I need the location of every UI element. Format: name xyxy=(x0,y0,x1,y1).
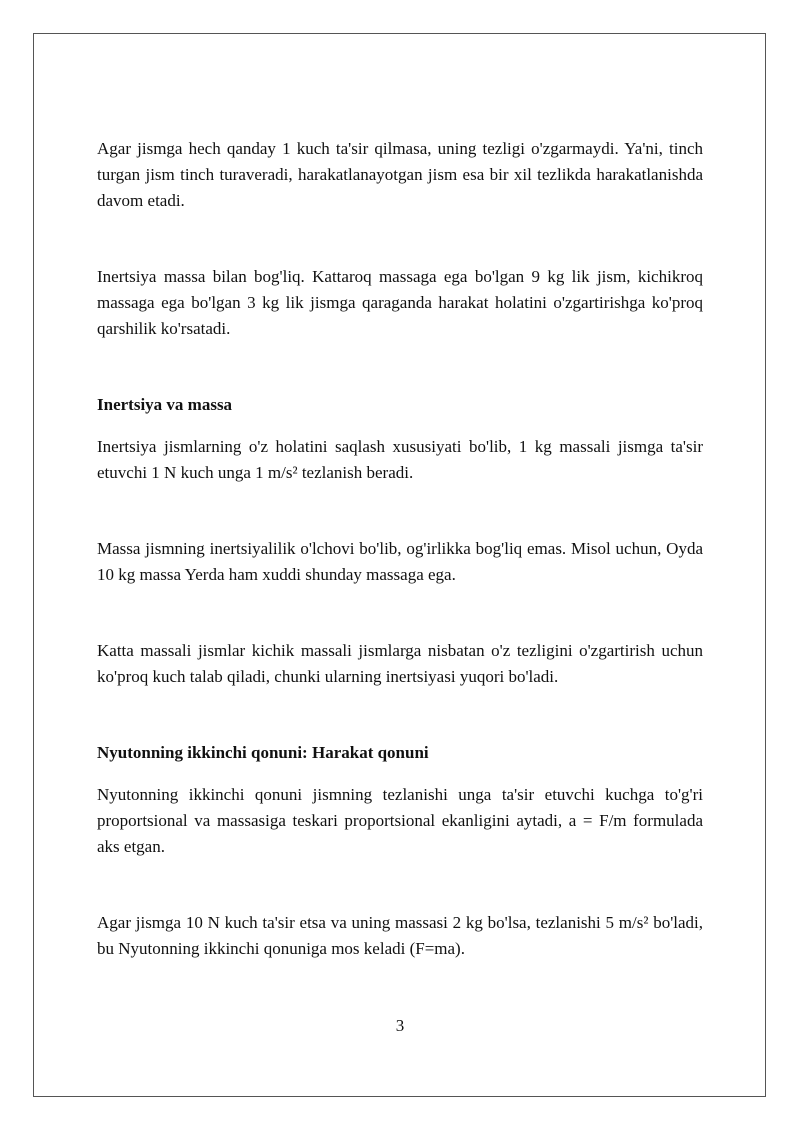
paragraph-intro-1: Agar jismga hech qanday 1 kuch ta'sir qilmasa, uning tezligi o'zgarmaydi. Ya'ni, tinch turgan jism tinch turaveradi, harakatlanayotgan jism esa bir xil tezlikda harakatlanishda davom etadi. xyxy=(97,139,703,210)
section-heading-second-law: Nyutonning ikkinchi qonuni: Harakat qonuni xyxy=(97,743,429,762)
paragraph-inertia-2: Massa jismning inertsiyalilik o'lchovi bo'lib, og'irlikka bog'liq emas. Misol uchun, Oyda 10 kg massa Yerda ham xuddi shunday massaga ega. xyxy=(97,539,703,584)
paragraph-inertia-3: Katta massali jismlar kichik massali jismlarga nisbatan o'z tezligini o'zgartirish uchun ko'proq kuch talab qiladi, chunki ularning inertsiyasi yuqori bo'ladi. xyxy=(97,641,703,686)
section-heading-inertia-mass: Inertsiya va massa xyxy=(97,395,233,414)
page-number: 3 xyxy=(395,1016,405,1035)
page-content xyxy=(97,136,703,962)
paragraph-second-law-2: Agar jismga 10 N kuch ta'sir etsa va uning massasi 2 kg bo'lsa, tezlanishi 5 m/s² bo'ladi, bu Nyutonning ikkinchi qonuniga mos keladi (F=ma). xyxy=(97,913,703,958)
paragraph-inertia-1: Inertsiya jismlarning o'z holatini saqlash xususiyati bo'lib, 1 kg massali jismga ta'sir etuvchi 1 N kuch unga 1 m/s² tezlanish beradi. xyxy=(97,437,703,482)
paragraph-intro-2: Inertsiya massa bilan bog'liq. Kattaroq massaga ega bo'lgan 9 kg lik jism, kichikroq massaga ega bo'lgan 3 kg lik jismga qaraganda harakat holatini o'zgartirishga ko'proq qarshilik ko'rsatadi. xyxy=(97,267,703,338)
paragraph-second-law-1: Nyutonning ikkinchi qonuni jismning tezlanishi unga ta'sir etuvchi kuchga to'g'ri proportsional va massasiga teskari proportsional ekanligini aytadi, a = F/m formulada aks etgan. xyxy=(97,785,703,856)
